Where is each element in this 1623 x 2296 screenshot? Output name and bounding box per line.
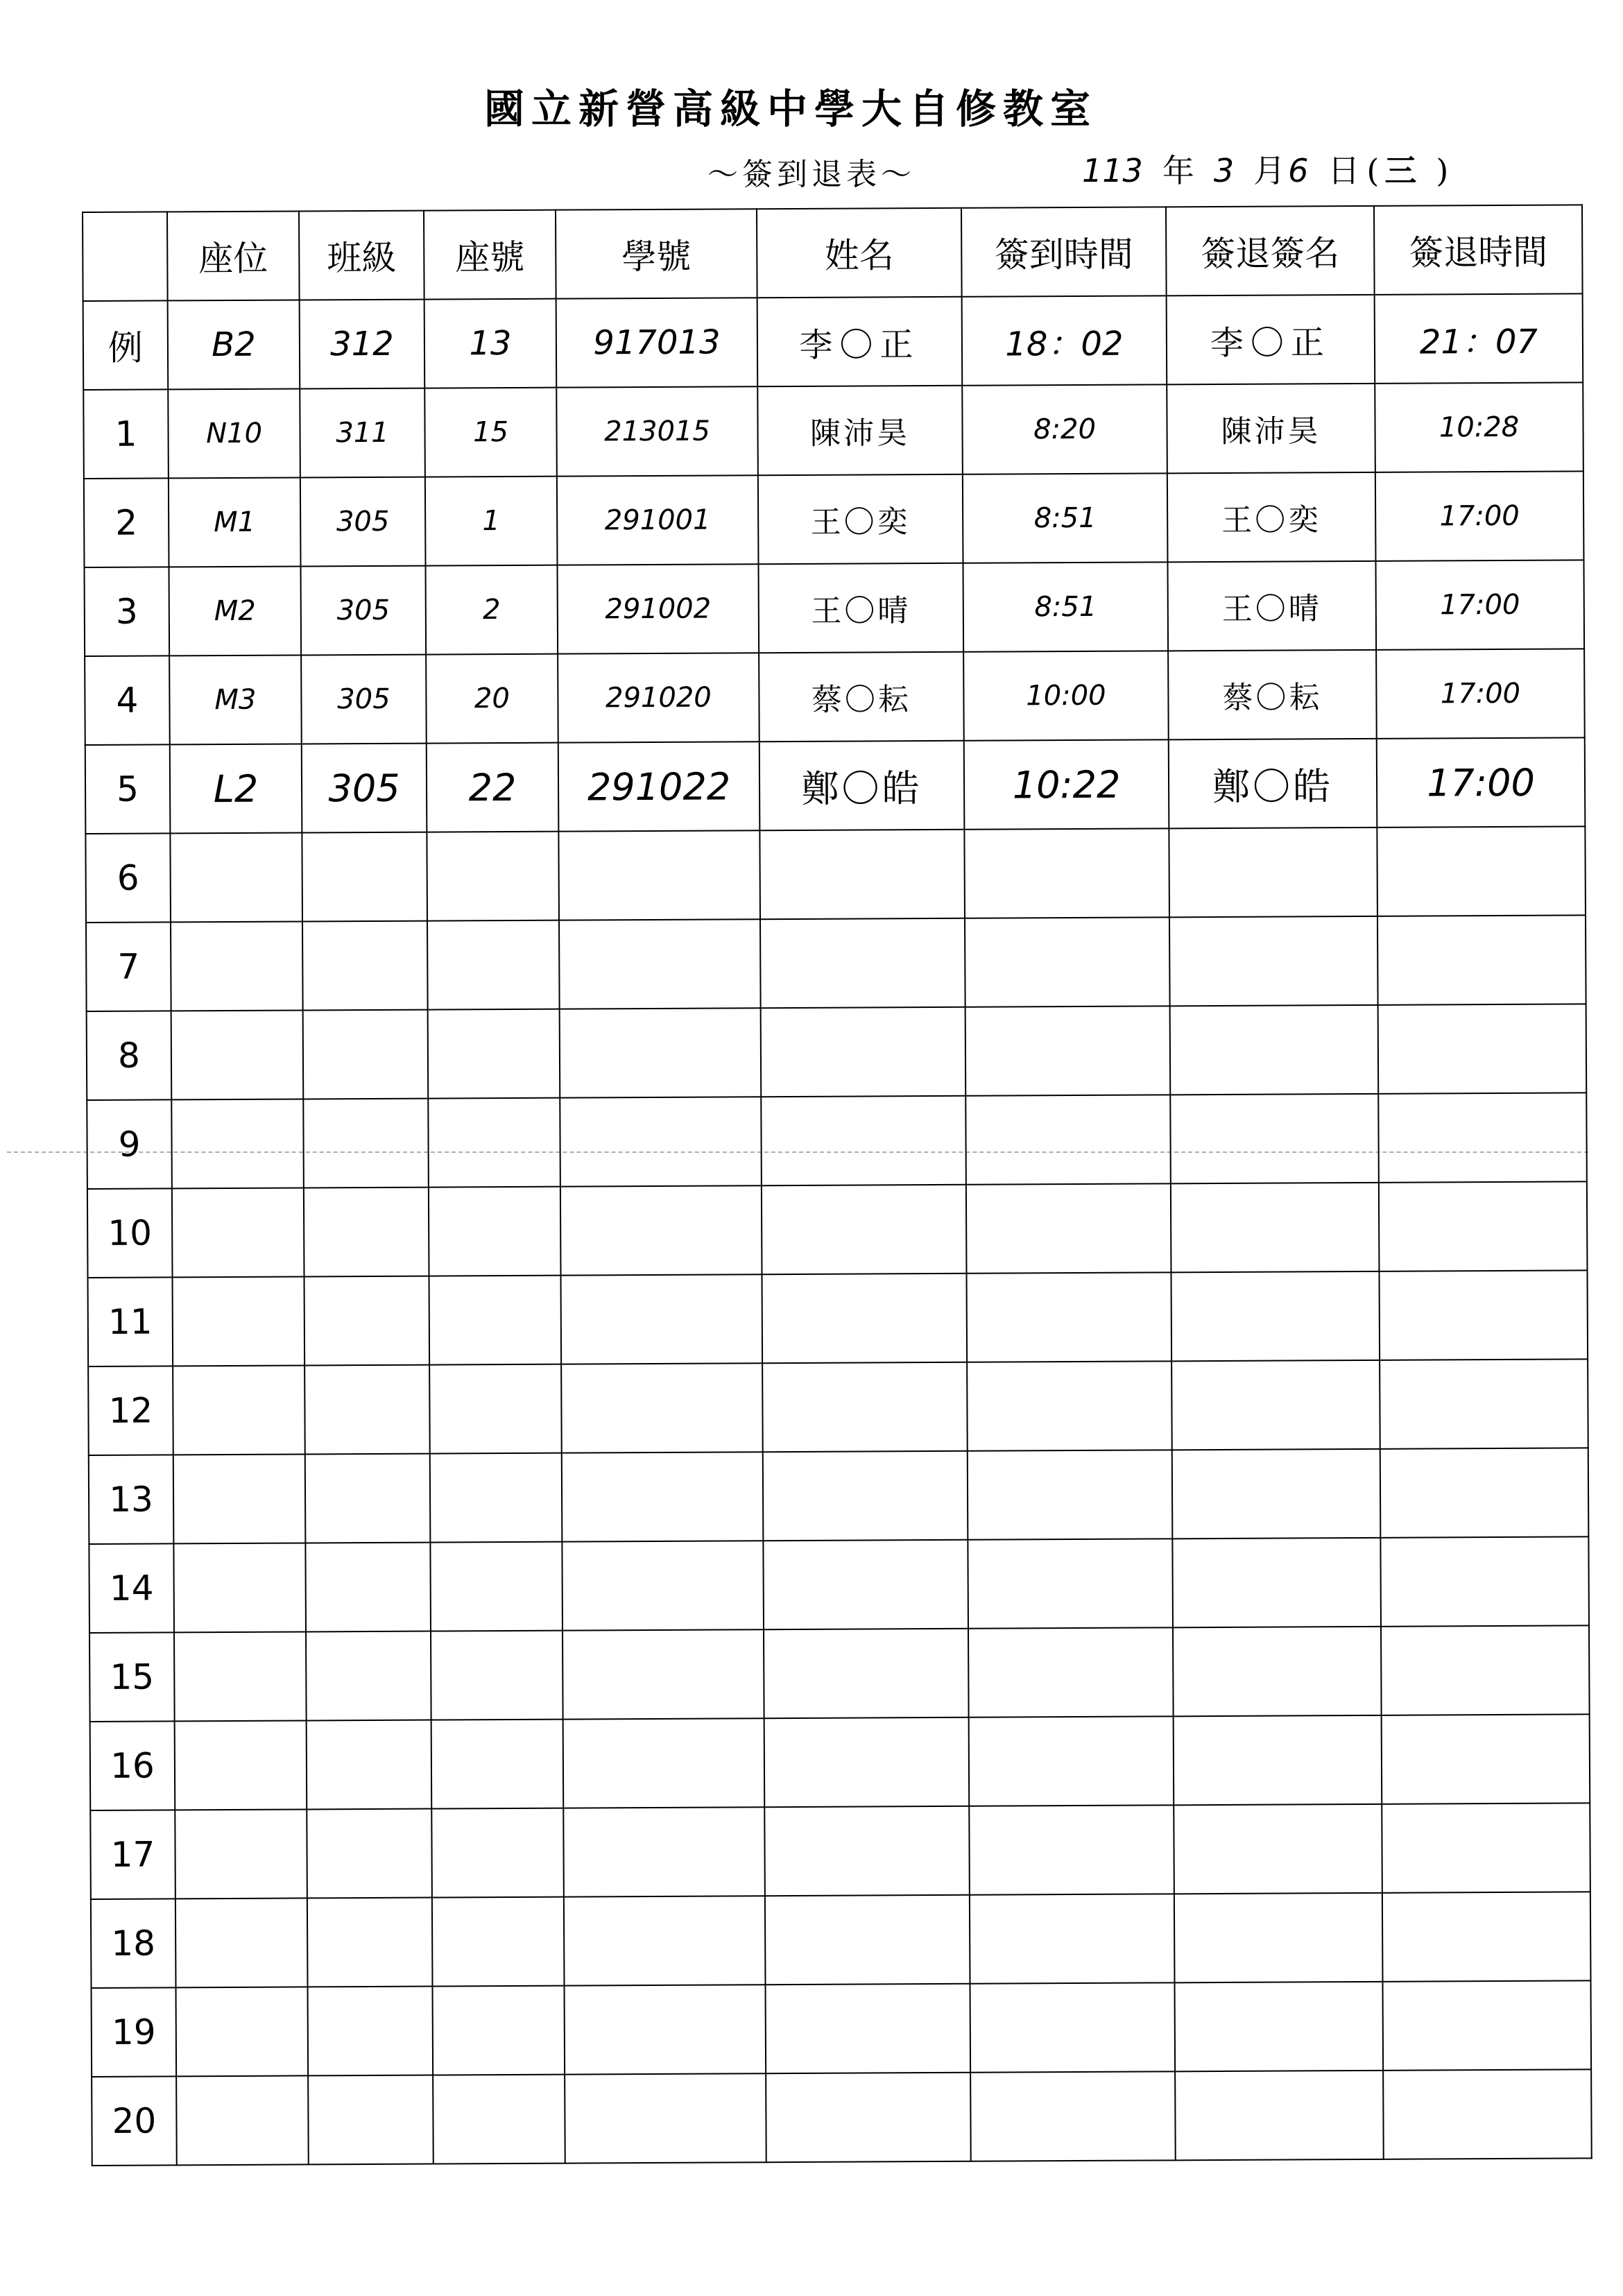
seat-cell[interactable] [171,921,303,1011]
row-number: 8 [87,1011,172,1100]
row-number: 11 [88,1277,173,1367]
class-cell[interactable] [307,1898,433,1987]
table-row [89,1448,1589,1544]
student-id-cell[interactable]: 291020 [558,653,759,742]
seat-no-cell[interactable] [429,1364,562,1454]
check-in-cell[interactable] [968,1539,1173,1628]
table-row [85,649,1585,745]
check-in-cell[interactable] [964,828,1169,918]
table-row [85,560,1585,656]
seat-cell[interactable] [176,1987,309,2076]
class-cell[interactable] [307,1809,432,1899]
student-id-cell[interactable] [561,1274,763,1364]
check-out-cell[interactable]: 17:00 [1375,560,1584,649]
sign-out-name-cell[interactable] [1173,1627,1382,1716]
name-cell[interactable] [760,918,965,1008]
row-number: 1 [83,389,169,479]
seat-no-cell[interactable] [430,1542,563,1631]
row-number: 5 [85,744,171,834]
seat-cell[interactable] [171,1010,304,1099]
seat-cell[interactable] [174,1631,307,1721]
sign-out-name-cell[interactable] [1171,1183,1380,1272]
example-check-out: 21：07 [1375,293,1583,383]
row-number: 15 [89,1632,175,1722]
check-in-cell[interactable] [967,1361,1172,1450]
table-row [83,382,1583,479]
seat-cell[interactable] [176,2075,309,2165]
student-id-cell[interactable] [565,2073,766,2163]
row-number: 4 [85,656,170,745]
check-out-cell[interactable]: 17:00 [1376,649,1585,738]
check-out-cell[interactable] [1380,1536,1589,1626]
col-header-seat-no: 座號 [424,210,556,300]
seat-no-cell[interactable] [432,1897,565,1987]
student-id-cell[interactable] [559,919,761,1009]
seat-no-cell[interactable]: 22 [427,743,559,832]
row-number: 12 [88,1366,173,1455]
check-out-cell[interactable] [1382,1980,1591,2070]
student-id-cell[interactable]: 291001 [557,475,759,565]
name-cell[interactable]: 鄭〇皓 [759,741,965,830]
date-month-unit: 月 [1253,152,1286,189]
name-cell[interactable] [759,830,965,919]
col-header-sign-out-name: 簽退簽名 [1166,206,1375,295]
check-in-cell[interactable] [969,1805,1174,1894]
check-in-cell[interactable] [970,1982,1176,2072]
check-in-cell[interactable] [969,1716,1174,1806]
date-year: 113 [1082,152,1143,189]
row-number: 6 [85,833,171,923]
sign-out-name-cell[interactable] [1172,1449,1381,1539]
class-cell[interactable] [302,832,427,922]
sign-out-name-cell[interactable] [1170,1094,1379,1183]
example-seat: B2 [168,300,300,389]
check-in-cell[interactable]: 10:00 [963,651,1169,740]
class-cell[interactable] [303,1099,429,1188]
name-cell[interactable] [762,1274,967,1363]
name-cell[interactable] [763,1451,968,1541]
check-in-cell[interactable] [965,1095,1171,1184]
sign-out-name-cell[interactable] [1174,1982,1383,2071]
check-in-cell[interactable] [965,917,1170,1006]
seat-no-cell[interactable] [429,1187,561,1276]
student-id-cell[interactable] [563,1807,765,1896]
row-number: 17 [90,1810,175,1899]
table-row [84,471,1584,567]
name-cell[interactable] [761,1096,966,1185]
sign-out-name-cell[interactable] [1172,1538,1381,1627]
seat-no-cell[interactable] [431,1720,564,1809]
check-in-cell[interactable] [966,1183,1171,1273]
table-row [85,826,1586,923]
example-row [83,293,1583,390]
name-cell[interactable]: 王〇晴 [758,563,963,653]
seat-no-cell[interactable]: 15 [424,388,557,477]
seat-cell[interactable] [173,1543,306,1632]
class-cell[interactable]: 311 [300,388,425,478]
name-cell[interactable] [764,1806,970,1896]
seat-cell[interactable] [175,1898,308,1987]
class-cell[interactable]: 305 [300,477,426,567]
seat-cell[interactable]: M2 [169,566,302,656]
date-weekday: 三 [1384,152,1417,189]
row-number: 14 [89,1543,174,1633]
sign-out-name-cell[interactable] [1171,1360,1380,1450]
seat-no-cell[interactable] [433,1986,565,2075]
student-id-cell[interactable] [560,1008,762,1097]
table-row [92,2069,1592,2166]
check-out-cell[interactable] [1377,915,1586,1004]
seat-cell[interactable]: M3 [169,655,302,744]
date-month: 3 [1213,152,1235,189]
seat-cell[interactable] [173,1276,305,1366]
sign-out-name-cell[interactable] [1174,1715,1382,1805]
student-id-cell[interactable] [564,1896,766,1985]
class-cell[interactable] [304,1365,430,1455]
table-row [89,1536,1589,1633]
example-student-id: 917013 [556,298,758,387]
seat-cell[interactable]: M1 [169,477,301,567]
seat-no-cell[interactable] [427,832,559,921]
seat-no-cell[interactable]: 20 [426,654,558,744]
student-id-cell[interactable] [563,1718,765,1808]
sign-out-name-cell[interactable]: 王〇晴 [1167,561,1376,651]
student-id-cell[interactable] [562,1452,764,1541]
seat-cell[interactable] [175,1809,307,1899]
sign-out-name-cell[interactable]: 王〇奕 [1167,472,1376,562]
example-sign-out-name: 李〇正 [1167,295,1375,384]
class-cell[interactable] [303,1010,429,1099]
name-cell[interactable] [766,2073,971,2162]
student-id-cell[interactable]: 291022 [558,742,760,831]
sign-in-sheet [82,204,1591,2166]
table-row [87,1004,1587,1100]
seat-cell[interactable] [172,1188,304,1277]
col-header-student-id: 學號 [556,209,757,298]
student-id-cell[interactable] [560,1097,762,1186]
check-out-cell[interactable]: 10:28 [1375,382,1583,472]
col-header-index [83,212,168,301]
seat-no-cell[interactable] [428,1098,560,1188]
weekday-close-paren: ) [1436,152,1449,189]
name-cell[interactable] [761,1007,966,1097]
name-cell[interactable] [764,1629,969,1718]
seat-no-cell[interactable] [433,2075,565,2164]
row-number: 20 [92,2076,177,2166]
class-cell[interactable] [304,1188,429,1277]
student-id-cell[interactable] [561,1363,763,1453]
class-cell[interactable]: 305 [301,566,427,656]
name-cell[interactable]: 王〇奕 [758,474,963,564]
check-in-cell[interactable]: 8:51 [963,473,1168,563]
name-cell[interactable] [763,1540,968,1629]
check-in-cell[interactable]: 8:20 [962,384,1167,474]
seat-cell[interactable]: L2 [170,744,302,833]
check-out-cell[interactable] [1382,1803,1590,1892]
class-cell[interactable] [308,2075,433,2165]
table-row [90,1803,1590,1899]
table-row [92,1980,1592,2077]
check-in-cell[interactable] [968,1450,1173,1539]
seat-no-cell[interactable] [431,1808,564,1898]
check-in-cell[interactable]: 10:22 [964,739,1169,829]
example-label: 例 [83,300,169,390]
table-row [91,1892,1591,1988]
row-number: 7 [86,922,171,1011]
check-in-cell[interactable] [966,1272,1171,1362]
row-number: 9 [87,1099,172,1189]
seat-cell[interactable] [170,832,302,922]
check-in-cell[interactable]: 8:51 [963,562,1168,651]
check-out-cell[interactable] [1380,1448,1589,1537]
check-in-cell[interactable] [970,2071,1176,2161]
row-number: 2 [84,478,169,567]
check-out-cell[interactable] [1380,1359,1588,1448]
example-name: 李〇正 [757,297,963,386]
row-number: 13 [89,1455,174,1544]
seat-no-cell[interactable]: 2 [426,565,558,655]
seat-cell[interactable] [173,1365,305,1455]
sign-out-name-cell[interactable] [1174,1893,1383,1982]
student-id-cell[interactable]: 213015 [556,386,758,476]
name-cell[interactable] [765,1895,970,1985]
col-header-check-out-time: 簽退時間 [1374,205,1583,294]
check-out-cell[interactable] [1381,1625,1590,1715]
check-in-cell[interactable] [965,1006,1171,1095]
seat-no-cell[interactable] [431,1631,563,1720]
student-id-cell[interactable] [562,1541,764,1630]
col-header-class: 班級 [299,211,424,300]
name-cell[interactable] [764,1717,970,1807]
table-row [89,1625,1590,1722]
sign-out-name-cell[interactable] [1169,916,1378,1006]
table-row [85,737,1586,834]
check-out-cell[interactable] [1378,1004,1587,1093]
example-check-in: 18：02 [962,295,1167,385]
class-cell[interactable] [306,1631,431,1721]
seat-cell[interactable] [173,1454,306,1543]
sign-out-name-cell[interactable] [1170,1005,1379,1095]
table-row [87,1181,1588,1278]
table-row [86,915,1586,1011]
seat-cell[interactable]: N10 [168,388,300,478]
student-id-cell[interactable]: 291002 [557,564,759,653]
check-in-cell[interactable] [968,1627,1174,1717]
row-number: 3 [85,567,170,656]
col-header-check-in-time: 簽到時間 [961,207,1167,296]
row-number: 10 [87,1188,173,1278]
sign-in-table [82,204,1592,2166]
name-cell[interactable] [762,1362,968,1452]
example-seat-no: 13 [424,299,557,388]
col-header-name: 姓名 [757,208,962,298]
weekday-open-paren: ( [1366,152,1380,189]
seat-no-cell[interactable] [430,1453,563,1543]
class-cell[interactable] [302,921,428,1011]
sign-out-name-cell[interactable] [1174,1804,1382,1894]
date-year-unit: 年 [1162,152,1194,189]
class-cell[interactable] [305,1543,431,1632]
class-cell[interactable] [305,1454,431,1543]
seat-no-cell[interactable] [429,1276,562,1365]
page-title: 國立新營高級中學大自修教室 [483,85,1097,132]
sign-out-name-cell[interactable]: 鄭〇皓 [1169,739,1377,828]
seat-cell[interactable] [175,1720,307,1810]
sign-out-name-cell[interactable] [1171,1271,1380,1361]
check-out-cell[interactable] [1382,1892,1591,1981]
check-out-cell[interactable] [1378,1093,1587,1182]
sign-out-name-cell[interactable] [1175,2071,1384,2160]
row-number: 16 [90,1721,175,1810]
check-out-cell[interactable] [1382,1714,1590,1804]
check-in-cell[interactable] [970,1894,1175,1983]
check-out-cell[interactable] [1379,1181,1588,1271]
seat-no-cell[interactable] [428,1009,560,1099]
check-out-cell[interactable] [1383,2069,1592,2159]
table-row [87,1093,1587,1189]
example-class: 312 [300,300,425,389]
check-out-cell[interactable] [1379,1270,1588,1360]
seat-no-cell[interactable]: 1 [425,477,558,566]
name-cell[interactable]: 陳沛昊 [757,386,963,475]
name-cell[interactable] [766,1984,971,2073]
check-out-cell[interactable] [1377,826,1586,916]
student-id-cell[interactable] [560,1185,762,1275]
sign-out-name-cell[interactable]: 陳沛昊 [1167,384,1375,473]
sign-out-name-cell[interactable]: 蔡〇耘 [1168,650,1377,739]
seat-no-cell[interactable] [427,920,560,1010]
seat-cell[interactable] [171,1099,304,1188]
class-cell[interactable] [307,1720,432,1810]
table-row [88,1270,1588,1367]
class-cell[interactable] [308,1987,433,2076]
row-number: 18 [91,1899,176,1988]
col-header-seat: 座位 [167,211,300,300]
name-cell[interactable] [762,1185,967,1274]
date-field [1082,146,1468,191]
sign-out-name-cell[interactable] [1169,828,1377,917]
table-row [88,1359,1588,1455]
student-id-cell[interactable] [563,1629,764,1719]
date-day: 6 [1288,152,1309,189]
class-cell[interactable]: 305 [301,655,427,744]
name-cell[interactable]: 蔡〇耘 [759,652,964,742]
date-day-unit: 日 [1328,152,1360,189]
form-subtitle: ～簽到退表～ [707,157,916,192]
check-out-cell[interactable]: 17:00 [1375,471,1584,560]
student-id-cell[interactable] [565,1985,766,2074]
class-cell[interactable]: 305 [302,744,427,833]
row-number: 19 [92,1987,177,2077]
student-id-cell[interactable] [558,830,760,920]
check-out-cell[interactable]: 17:00 [1377,737,1586,827]
table-row [90,1714,1590,1810]
class-cell[interactable] [304,1276,430,1366]
table-header-row [83,205,1583,301]
